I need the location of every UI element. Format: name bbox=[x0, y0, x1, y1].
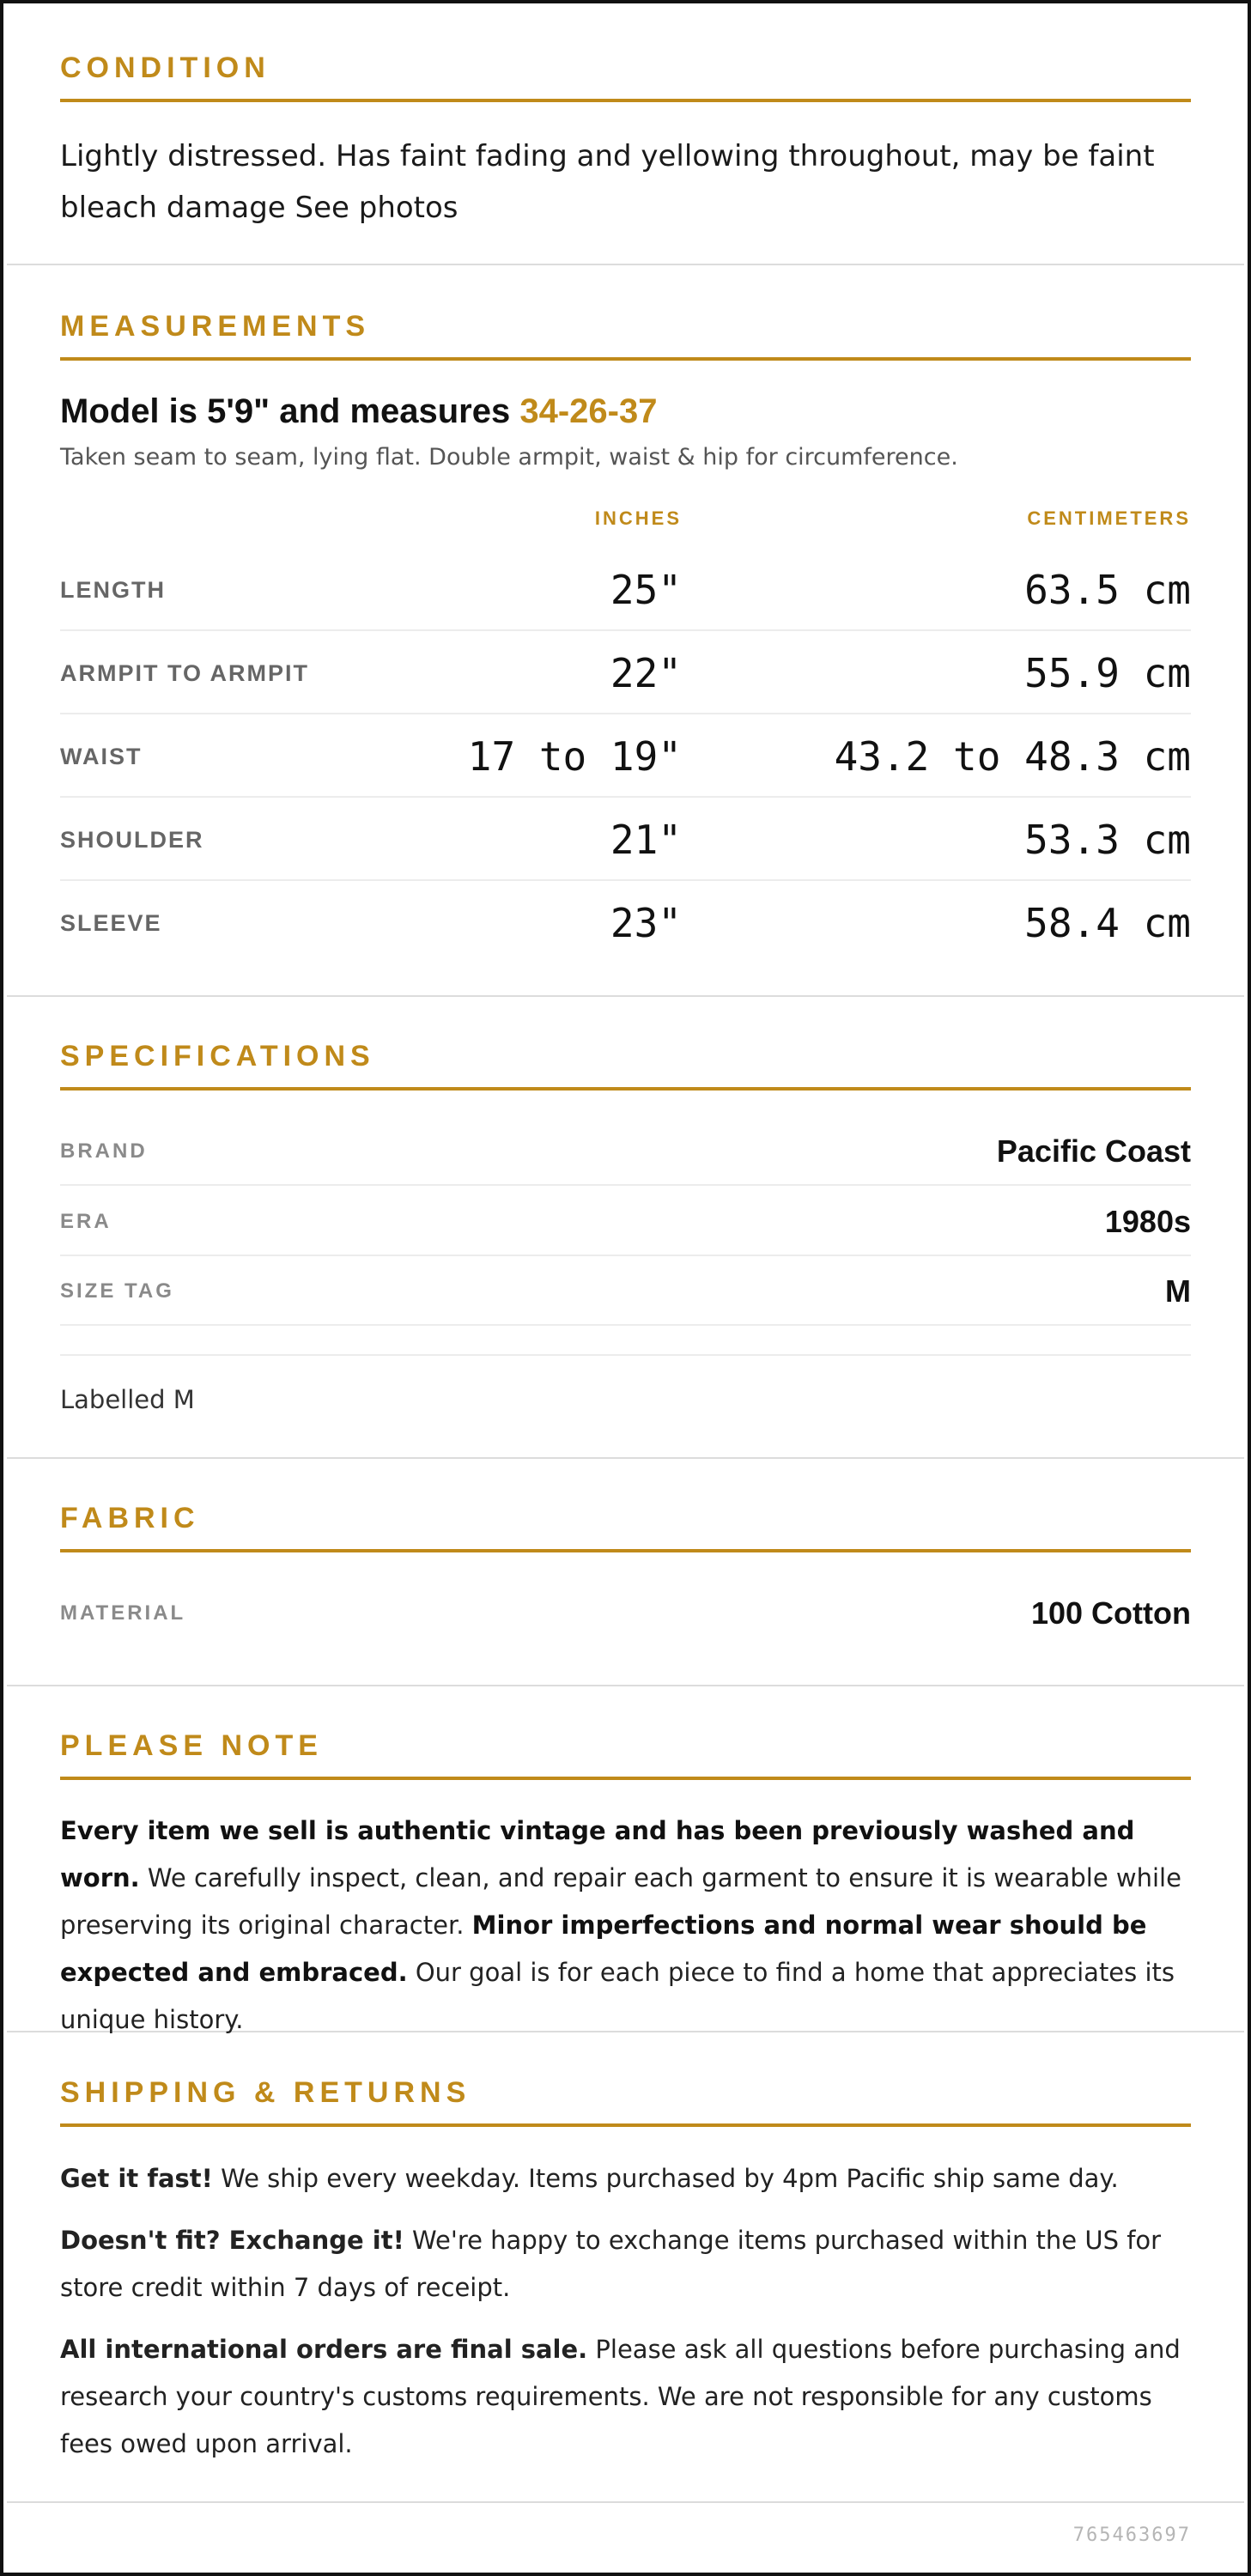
spec-value: M bbox=[1165, 1273, 1191, 1309]
please-note-rule bbox=[60, 1777, 1191, 1780]
spec-label: SIZE TAG bbox=[60, 1279, 174, 1303]
shipping-rule bbox=[60, 2123, 1191, 2127]
measurement-row-armpit bbox=[60, 632, 1191, 714]
measurement-label: WAIST bbox=[60, 744, 143, 769]
please-note-text-1: We carefully inspect, clean, and repair each garment to ensure it is wearable while preserving its original character. bbox=[60, 1863, 1181, 1940]
shipping-item-exchange bbox=[60, 2217, 1191, 2312]
please-note-title: PLEASE NOTE bbox=[60, 1729, 323, 1762]
measurement-row-sleeve bbox=[60, 882, 1191, 964]
specifications-section bbox=[7, 997, 1244, 1459]
please-note-bold-1: Every item we sell is authentic vintage and has been previously washed and worn. bbox=[60, 1816, 1135, 1893]
measurement-inches: 22" bbox=[610, 650, 682, 696]
measurement-inches: 25" bbox=[610, 567, 682, 613]
measurement-label: SLEEVE bbox=[60, 910, 162, 936]
shipping-item-text: We ship every weekday. Items purchased by 4pm Pacific ship same day. bbox=[212, 2164, 1119, 2193]
fabric-rule bbox=[60, 1549, 1191, 1552]
specifications-rule bbox=[60, 1087, 1191, 1091]
shipping-item-international bbox=[60, 2326, 1191, 2468]
spec-row-material bbox=[60, 1578, 1191, 1648]
shipping-item-text: We're happy to exchange items purchased within the US for store credit within 7 days of receipt. bbox=[60, 2226, 1162, 2302]
measurement-row-length bbox=[60, 549, 1191, 631]
spec-row-era bbox=[60, 1187, 1191, 1256]
spec-value: 1980s bbox=[1104, 1204, 1191, 1239]
shipping-section bbox=[7, 2032, 1244, 2503]
please-note-bold-2: Minor imperfections and normal wear should be expected and embraced. bbox=[60, 1911, 1147, 1987]
please-note-text bbox=[60, 1807, 1191, 2044]
spec-value: 100 Cotton bbox=[1030, 1595, 1191, 1631]
spec-label: BRAND bbox=[60, 1139, 148, 1163]
measurement-centimeters: 63.5 cm bbox=[1024, 567, 1191, 613]
condition-section bbox=[7, 3, 1244, 265]
measurement-centimeters: 58.4 cm bbox=[1024, 900, 1191, 946]
measurement-row-waist bbox=[60, 715, 1191, 798]
measurements-section bbox=[7, 265, 1244, 997]
spec-divider bbox=[60, 1354, 1191, 1356]
condition-title: CONDITION bbox=[60, 52, 270, 84]
spec-label: MATERIAL bbox=[60, 1601, 186, 1625]
measurement-label: LENGTH bbox=[60, 577, 166, 603]
measurement-label: SHOULDER bbox=[60, 827, 204, 853]
measurement-row-shoulder bbox=[60, 799, 1191, 881]
shipping-item-bold: Get it fast! bbox=[60, 2164, 213, 2193]
measurement-method-note: Taken seam to seam, lying flat. Double armpit, waist & hip for circumference. bbox=[60, 444, 958, 471]
condition-text: Lightly distressed. Has faint fading and yellowing throughout, may be faint bleach damage See photos bbox=[60, 139, 1155, 225]
fabric-section bbox=[7, 1459, 1244, 1686]
measurements-rule bbox=[60, 357, 1191, 361]
please-note-section bbox=[7, 1686, 1244, 2032]
spec-value: Pacific Coast bbox=[996, 1133, 1191, 1169]
shipping-item-bold: Doesn't fit? Exchange it! bbox=[60, 2226, 404, 2255]
measurement-inches: 17 to 19" bbox=[467, 733, 682, 780]
centimeters-column-header: CENTIMETERS bbox=[1027, 507, 1191, 529]
measurements-title: MEASUREMENTS bbox=[60, 310, 371, 343]
shipping-item-bold: All international orders are final sale. bbox=[60, 2335, 588, 2364]
measurement-inches: 23" bbox=[610, 900, 682, 946]
spec-row-brand bbox=[60, 1116, 1191, 1186]
product-id: 765463697 bbox=[1072, 2524, 1191, 2546]
measurement-centimeters: 43.2 to 48.3 cm bbox=[834, 733, 1191, 780]
size-tag-note: Labelled M bbox=[60, 1385, 195, 1414]
fabric-title: FABRIC bbox=[60, 1502, 200, 1534]
measurement-inches: 21" bbox=[610, 817, 682, 863]
measurement-centimeters: 53.3 cm bbox=[1024, 817, 1191, 863]
specifications-title: SPECIFICATIONS bbox=[60, 1040, 375, 1072]
please-note-text-2: Our goal is for each piece to find a home that appreciates its unique history. bbox=[60, 1958, 1175, 2034]
model-measures-heading bbox=[60, 392, 1191, 431]
shipping-item-fast bbox=[60, 2155, 1191, 2202]
measurement-label: ARMPIT TO ARMPIT bbox=[60, 660, 309, 686]
inches-column-header: INCHES bbox=[594, 507, 682, 529]
condition-rule bbox=[60, 99, 1191, 102]
measurement-centimeters: 55.9 cm bbox=[1024, 650, 1191, 696]
shipping-title: SHIPPING & RETURNS bbox=[60, 2076, 471, 2109]
model-measures-prefix: Model is 5'9" and measures bbox=[60, 392, 520, 430]
model-measures-numbers: 34-26-37 bbox=[519, 392, 658, 430]
shipping-item-text: Please ask all questions before purchasing and research your country's customs requirements. We are not responsible for any customs fees owed upon arrival. bbox=[60, 2335, 1181, 2458]
spec-label: ERA bbox=[60, 1210, 112, 1233]
spec-row-size-tag bbox=[60, 1256, 1191, 1326]
